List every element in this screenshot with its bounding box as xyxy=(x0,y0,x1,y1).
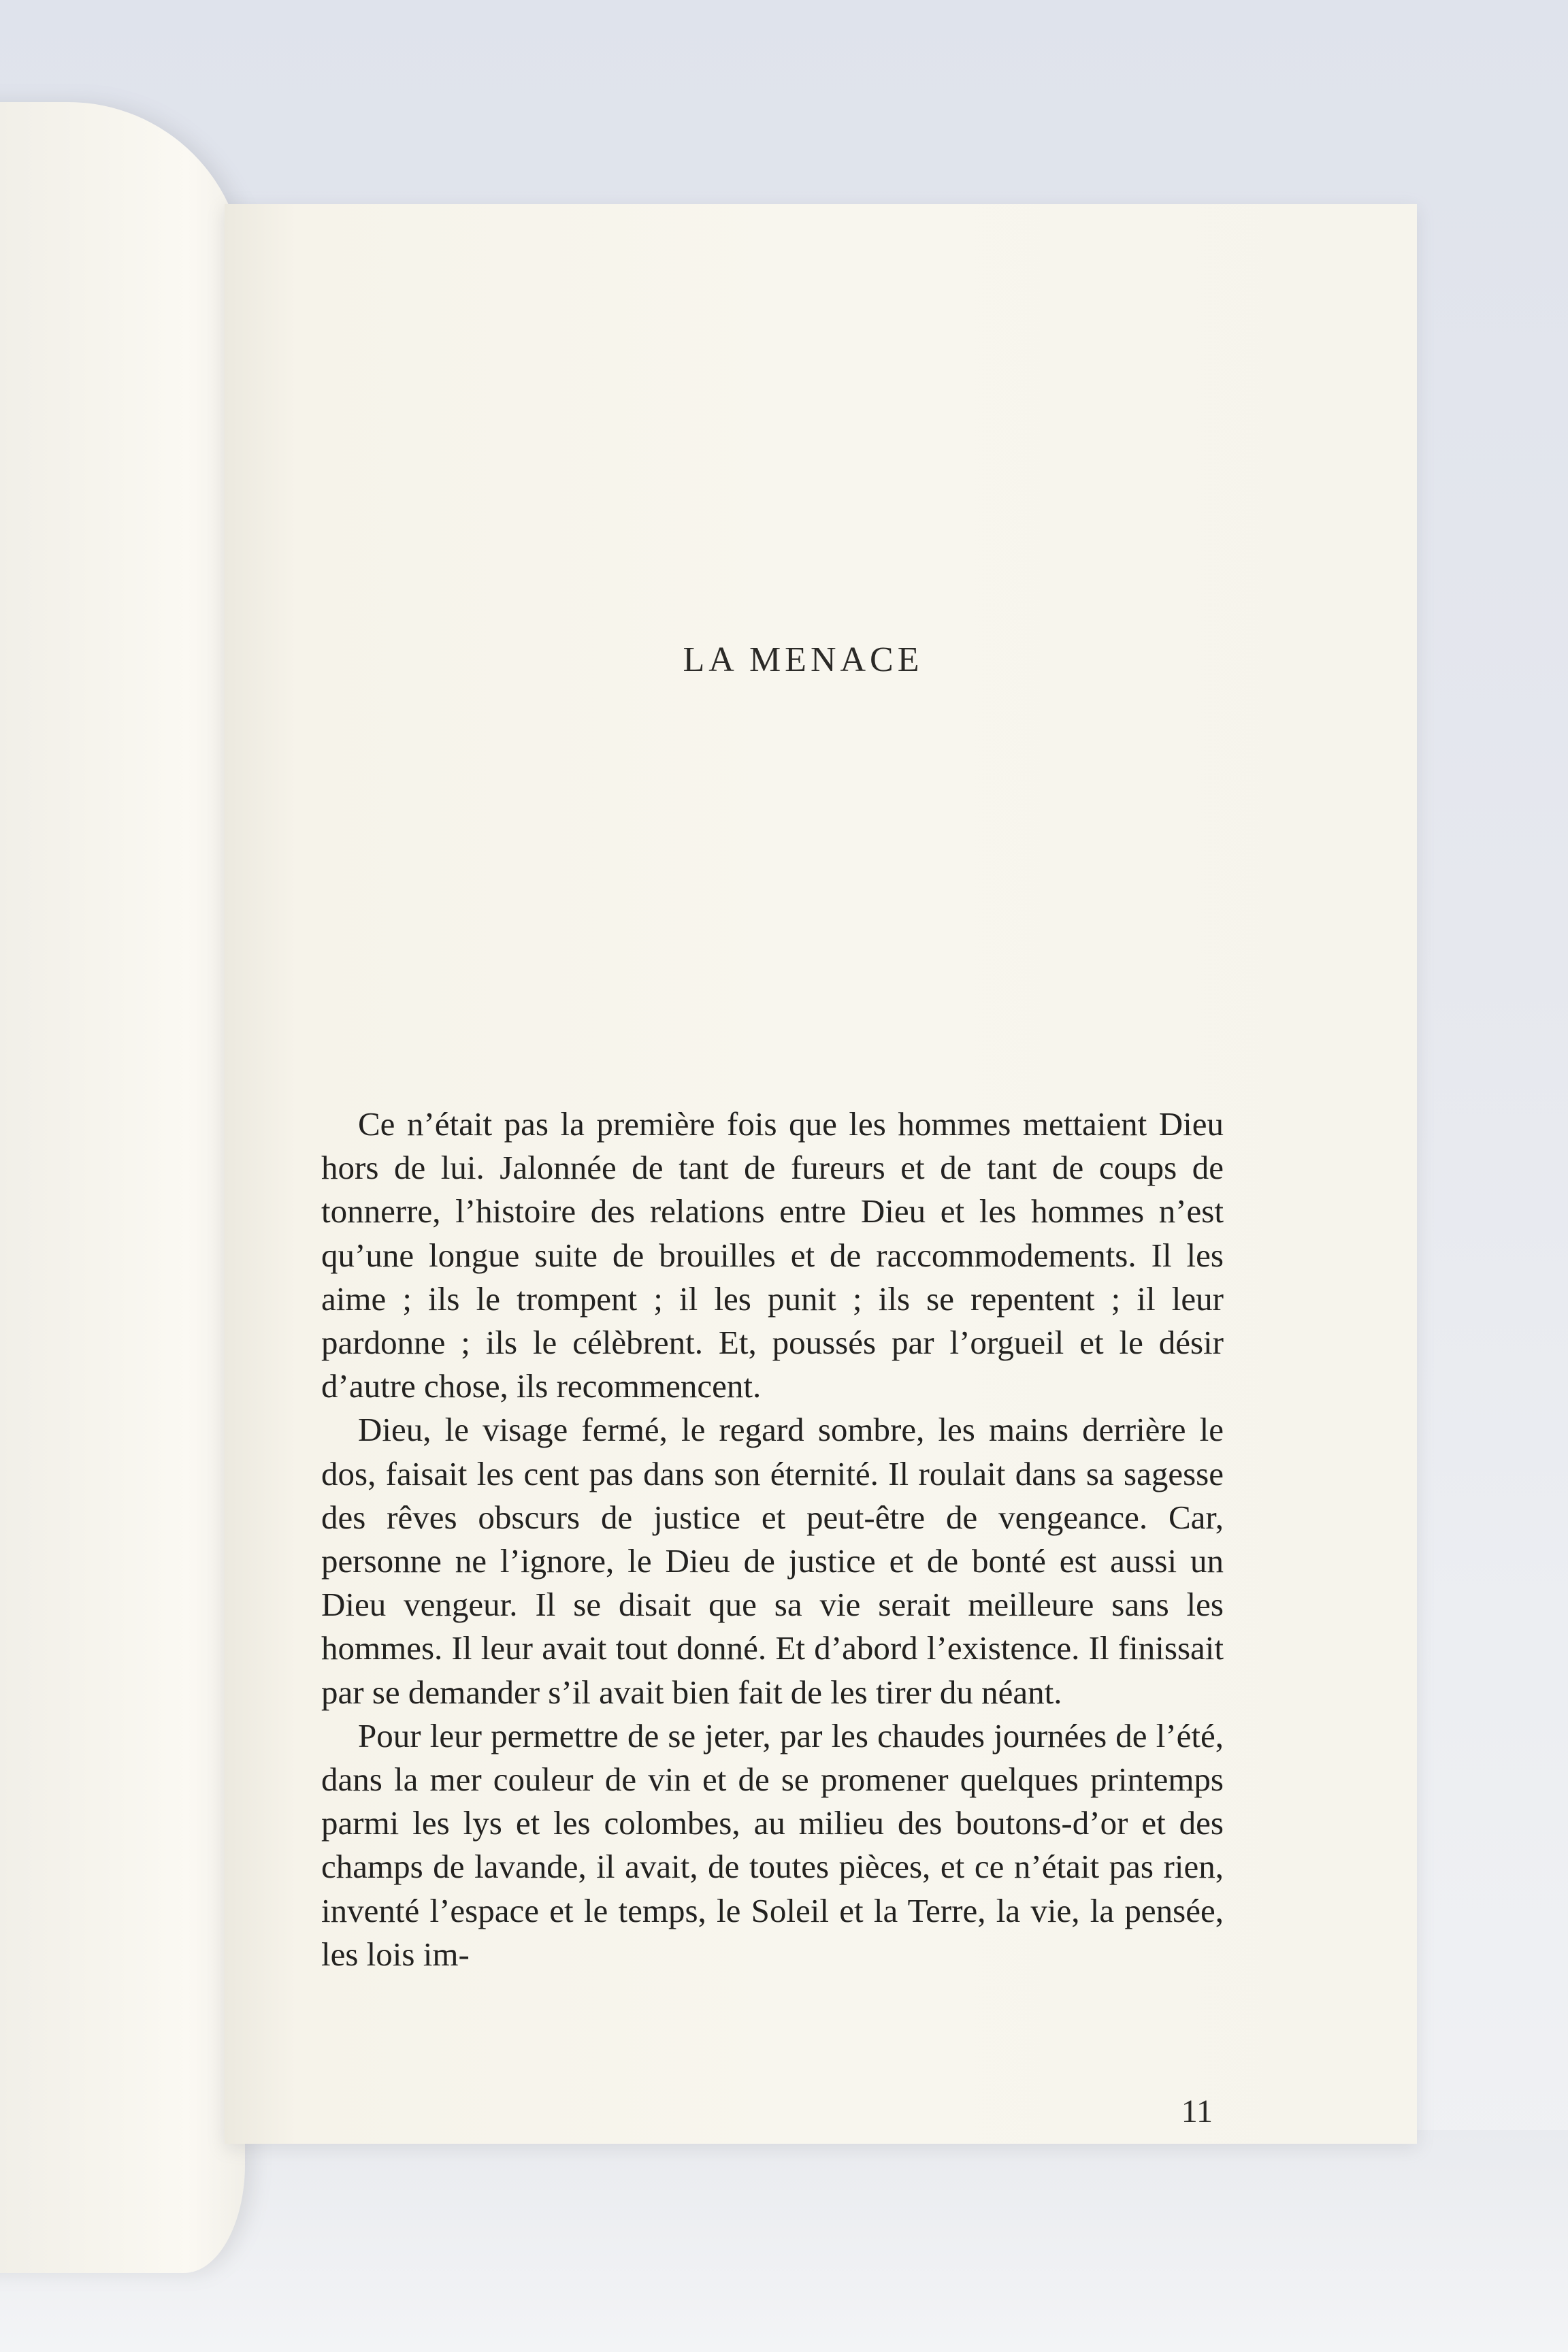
paragraph: Pour leur permettre de se jeter, par les chaudes journées de l’été, dans la mer couleur de vin et de se promener quelques printemps parmi les lys et les colombes, au milieu des boutons-d’or et des champs de lavande, il avait, de toutes pièces, et ce n’était pas rien, inventé l’espace et le temps, le Soleil et la Terre, la vie, la pensée, les lois im- xyxy=(321,1716,1224,1973)
paragraph: Ce n’était pas la première fois que les hommes mettaient Dieu hors de lui. Jalonnée de tant de fureurs et de tant de coups de tonnerre, l’histoire des relations entre Dieu et les hommes n’est qu’une longue suite de brouilles et de raccommodements. Il les aime ; ils le trompent ; il les punit ; ils se repentent ; il leur pardonne ; ils le célèbrent. Et, poussés par l’orgueil et le désir d’autre chose, ils recommencent. xyxy=(321,1105,1224,1405)
paragraph: Dieu, le visage fermé, le regard sombre, les mains derrière le dos, faisait les cent pas dans son éternité. Il roulait dans sa sagesse des rêves obscurs de justice et peut-être de vengeance. Car, personne ne l’ignore, le Dieu de justice et de bonté est aussi un Dieu vengeur. Il se disait que sa vie serait meilleure sans les hommes. Il leur avait tout donné. Et d’abord l’existence. Il finissait par se demander s’il avait bien fait de les tirer du néant. xyxy=(321,1411,1224,1711)
page-number: 11 xyxy=(1181,2093,1213,2129)
book-page xyxy=(225,204,1417,2144)
facing-page xyxy=(0,102,245,2273)
chapter-title: LA MENACE xyxy=(683,640,924,679)
body-text xyxy=(321,1102,1224,1976)
